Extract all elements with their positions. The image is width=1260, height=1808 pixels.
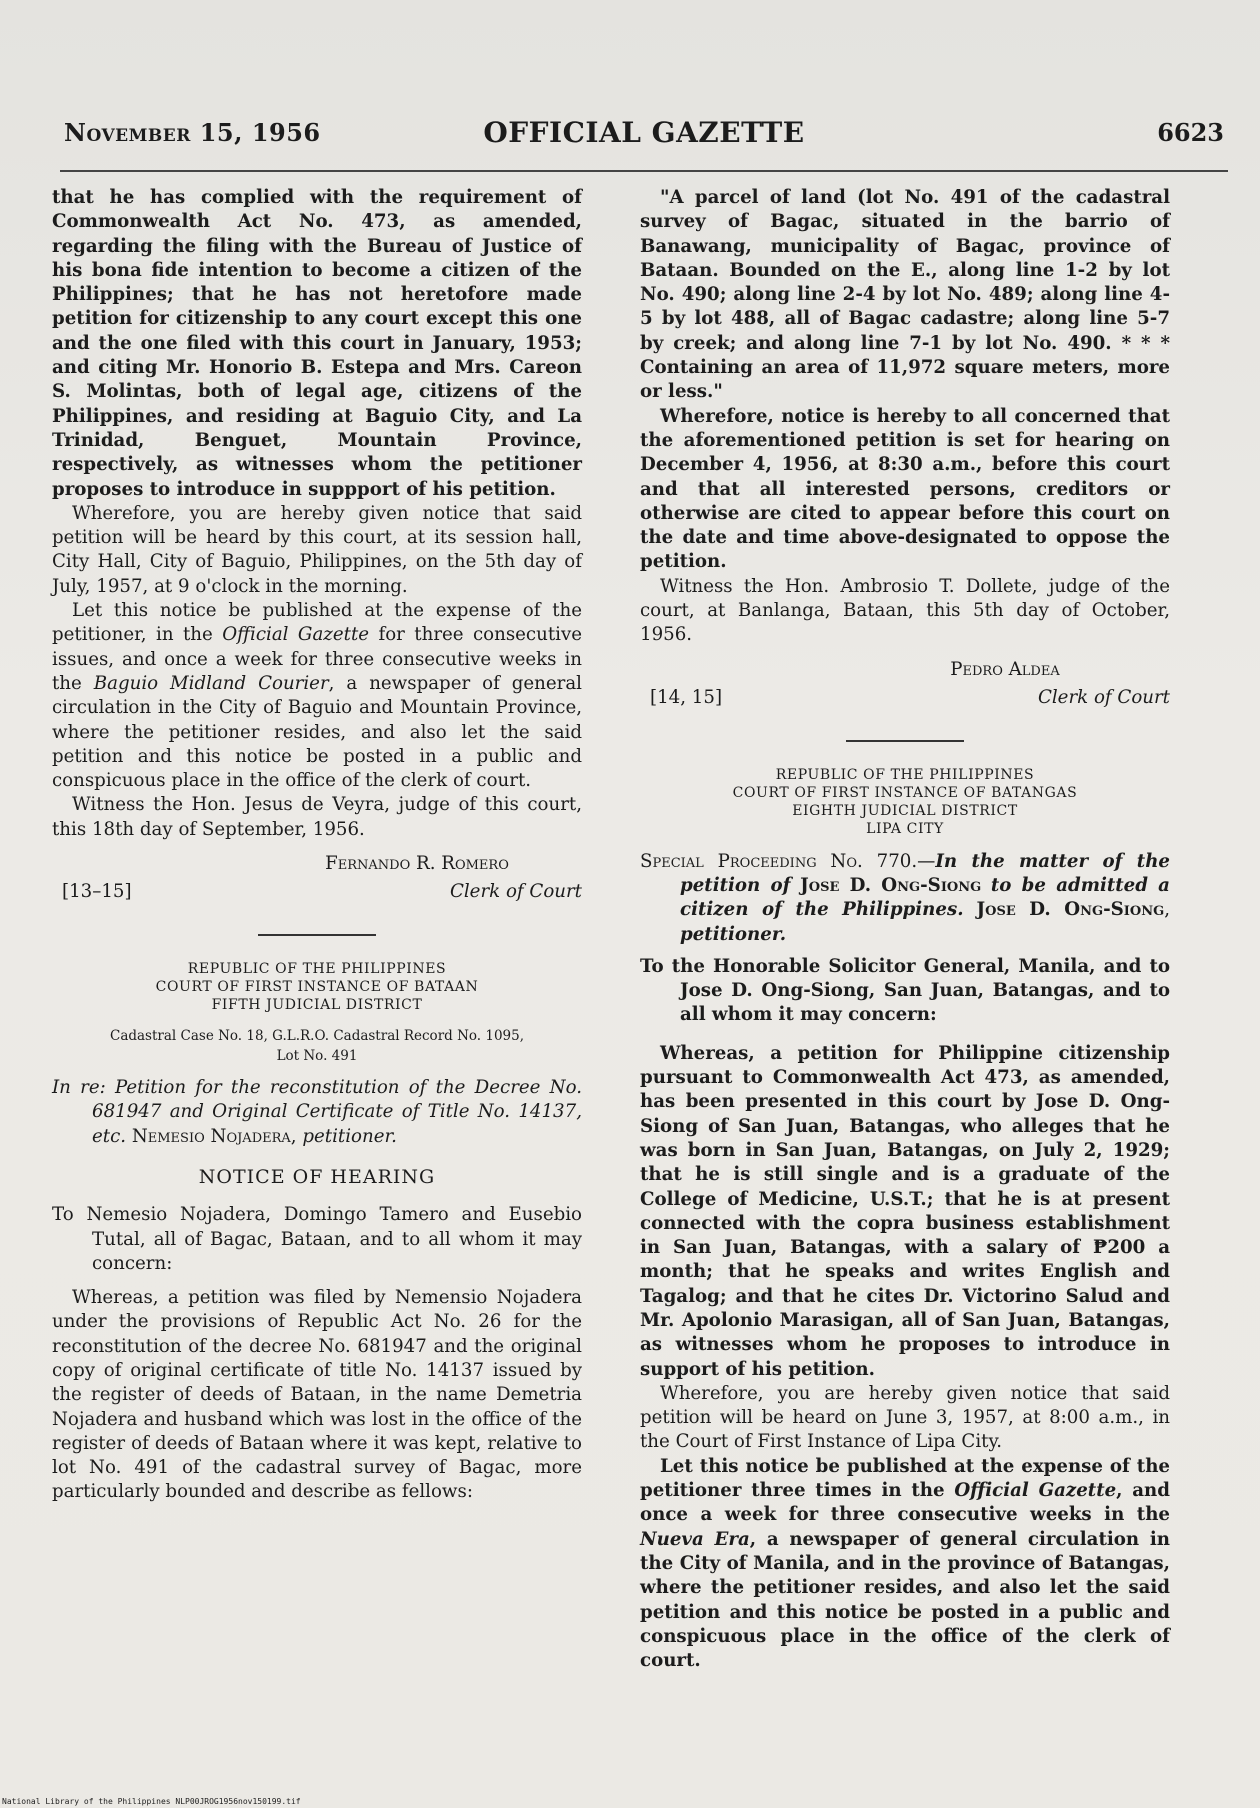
issue-date: November 15, 1956: [64, 118, 321, 147]
issue-reference: [14, 15]: [650, 686, 723, 708]
signatory-name: Pedro Aldea: [950, 658, 1060, 680]
paragraph: Witness the Hon. Ambrosio T. Dollete, judge of the court, at Banlanga, Bataan, this 5th day of October, 1956.: [640, 575, 1170, 646]
section-divider: [258, 934, 376, 936]
section-divider: [846, 740, 964, 742]
header-rule: [60, 170, 1228, 172]
paragraph: Wherefore, notice is hereby to all concerned that the aforementioned petition is set for hearing on December 4, 1956, at 8:30 a.m., before this court and that all interested persons, creditors or otherwise are cited to appear before this court on the date and time above-designated to oppose the petition.: [640, 405, 1170, 573]
publication-title: OFFICIAL GAZETTE: [483, 116, 805, 149]
signatory-title: Clerk of Court: [1037, 686, 1170, 708]
case-title: In re: Petition for the reconstitution of the Decree No. 681947 and Original Certificate of Title No. 14137, etc. Nemesio Nojadera, petitioner.: [52, 1077, 582, 1147]
right-column: [640, 186, 1170, 1673]
paragraph: Wherefore, you are hereby given notice that said petition will be heard on June 3, 1957, at 8:00 a.m., in the Court of First Instance of Lipa City.: [640, 1382, 1170, 1453]
scan-footer: National Library of the Philippines NLP00JROG1956nov150199.tif: [2, 1797, 301, 1806]
addressees: To the Honorable Solicitor General, Manila, and to Jose D. Ong-Siong, San Juan, Batangas, and to all whom it may concern:: [640, 955, 1170, 1026]
signatory-title: Clerk of Court: [449, 881, 582, 903]
paragraph: that he has complied with the requirement of Commonwealth Act No. 473, as amended, regarding the filing with the Bureau of Justice of his bona fide intention to become a citizen of the Philippines; that he has not heretofore made petition for citizenship to any court except this one and the one filed with this court in January, 1953; and citing Mr. Honorio B. Estepa and Mrs. Careon S. Molintas, both of legal age, citizens of the Philippines, and residing at Baguio City, and La Trinidad, Benguet, Mountain Province, respectively, as witnesses whom the petitioner proposes to introduce in suppport of his petition.: [52, 187, 582, 500]
signature-block: [52, 852, 582, 912]
notice-heading: NOTICE OF HEARING: [198, 1165, 436, 1188]
paragraph: "A parcel of land (lot No. 491 of the cadastral survey of Bagac, situated in the barrio of Banawang, municipality of Bagac, province of Bataan. Bounded on the E., along line 1-2 by lot No. 490; along line 2-4 by lot No. 489; along line 4-5 by lot 488, all of Bagac cadastre; along line 5-7 by creek; and along line 7-1 by lot No. 490. * * * Containing an area of 11,972 square meters, more or less.": [640, 187, 1170, 403]
issue-reference: [13–15]: [62, 881, 132, 903]
court-heading: REPUBLIC OF THE PHILIPPINES COURT OF FIRST INSTANCE OF BATANGAS EIGHTH JUDICIAL DISTRICT LIPA CITY: [732, 766, 1078, 837]
court-heading: REPUBLIC OF THE PHILIPPINES COURT OF FIRST INSTANCE OF BATAAN FIFTH JUDICIAL DISTRICT: [155, 961, 479, 1014]
addressees: To Nemesio Nojadera, Domingo Tamero and Eusebio Tutal, all of Bagac, Bataan, and to all whom it may concern:: [52, 1204, 582, 1274]
paragraph: Let this notice be published at the expense of the petitioner, in the Official Gazette for three consecutive issues, and once a week for three consecutive weeks in the Baguio Midland Courier, a newspaper of general circulation in the City of Baguio and Mountain Province, where the petitioner resides, and also let the said petition and this notice be posted in a public and conspicuous place in the office of the clerk of court.: [52, 600, 582, 792]
case-title: Special Proceeding No. 770.—In the matter of the petition of Jose D. Ong-Siong to be admitted a citizen of the Philippines. Jose D. Ong-Siong, petitioner.: [640, 850, 1171, 945]
paragraph: Wherefore, you are hereby given notice that said petition will be heard by this court, at its session hall, City Hall, City of Baguio, Philippines, on the 5th day of July, 1957, at 9 o'clock in the morning.: [52, 502, 582, 597]
signature-block: [640, 658, 1170, 718]
page-number: 6623: [1157, 118, 1224, 147]
page-header: [64, 112, 1224, 160]
left-column: [52, 186, 582, 1505]
signatory-name: Fernando R. Romero: [325, 853, 509, 875]
paragraph: Whereas, a petition was filed by Nemensio Nojadera under the provisions of Republic Act No. 26 for the reconstitution of the decree No. 681947 and the original copy of original certificate of title No. 14137 issued by the register of deeds of Bataan, in the name Demetria Nojadera and husband which was lost in the office of the register of deeds of Bataan where it was kept, relative to lot No. 491 of the cadastral survey of Bagac, more particularly bounded and describe as fellows:: [52, 1287, 582, 1503]
paragraph: Whereas, a petition for Philippine citizenship pursuant to Commonwealth Act 473, as amended, has been presented in this court by Jose D. Ong-Siong of San Juan, Batangas, who alleges that he was born in San Juan, Batangas, on July 2, 1929; that he is still single and is a graduate of the College of Medicine, U.S.T.; that he is at present connected with the copra business establishment in San Juan, Batangas, with a salary of ₱200 a month; that he speaks and writes English and Tagalog; and that he cites Dr. Victorino Salud and Mr. Apolonio Marasigan, all of San Juan, Batangas, as witnesses whom he proposes to introduce in support of his petition.: [640, 1042, 1170, 1380]
case-reference: Cadastral Case No. 18, G.L.R.O. Cadastral Record No. 1095, Lot No. 491: [109, 1028, 525, 1065]
paragraph: Let this notice be published at the expense of the petitioner three times in the Official Gazette, and once a week for three consecutive weeks in the Nueva Era, a newspaper of general circulation in the City of Manila, and in the province of Batangas, where the petitioner resides, and also let the said petition and this notice be posted in a public and conspicuous place in the office of the clerk of court.: [640, 1455, 1171, 1672]
paragraph: Witness the Hon. Jesus de Veyra, judge of this court, this 18th day of September, 1956.: [52, 794, 582, 840]
